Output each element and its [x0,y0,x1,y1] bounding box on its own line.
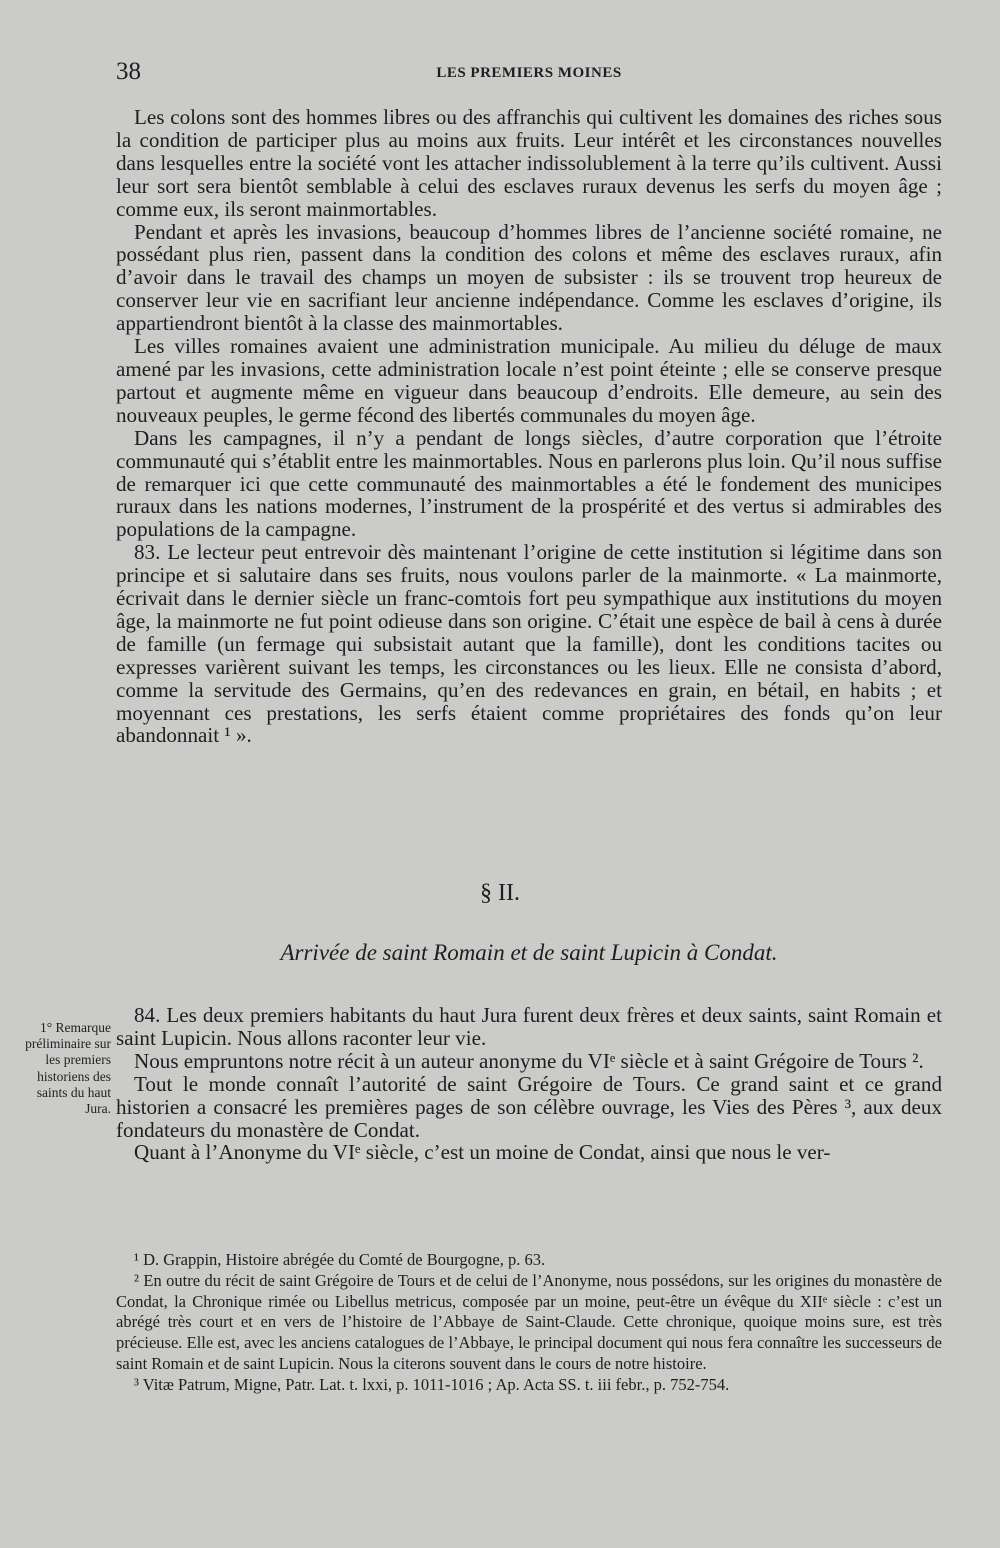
footnote-2: ² En outre du récit de saint Grégoire de Tours et de celui de l’Anonyme, nous possédons, sur les origines du monastère de Condat, la Chronique rimée ou Libellus metricus, composée par un moine, peut-être un évêque du XIIᵉ siècle : c’est un abrégé très court et en vers de l’histoire de l’Abbaye de Saint-Claude. Cette chronique, quoique moins sure, est très précieuse. Elle est, avec les anciens catalogues de l’Abbaye, le principal document qui nous fera connaître les successeurs de saint Romain et de saint Lupicin. Nous la citerons souvent dans le cours de notre histoire. [116,1270,942,1373]
main-text [116,106,942,747]
paragraph-anonyme: Quant à l’Anonyme du VIᵉ siècle, c’est un moine de Condat, ainsi que nous le ver- [134,1140,831,1165]
paragraph-villes: Les villes romaines avaient une administration municipale. Au milieu du déluge de maux amené par les invasions, cette administration locale n’est point éteinte ; elle se conserve presque partout et augmente même en vigueur dans beaucoup d’endroits. Elle demeure, au sein des nouveaux peuples, le germe fécond des libertés communales du moyen âge. [116,334,942,427]
paragraph-84: 84. Les deux premiers habitants du haut Jura furent deux frères et deux saints, saint Romain et saint Lupicin. Nous allons raconter leur vie. [116,1003,942,1050]
paragraph-gregoire: Tout le monde connaît l’autorité de saint Grégoire de Tours. Ce grand saint et ce grand historien a consacré les premières pages de son célèbre ouvrage, les Vies des Pères ³, aux deux fondateurs du monastère de Condat. [116,1071,942,1142]
paragraph-recit: Nous empruntons notre récit à un auteur anonyme du VIᵉ siècle et à saint Grégoire de Tours ². [134,1048,924,1073]
section-text [116,1004,942,1164]
page-header [116,58,942,88]
margin-note: 1° Remarque préliminaire sur les premiers historiens des saints du haut Jura. [25,1020,111,1117]
paragraph-campagnes: Dans les campagnes, il n’y a pendant de longs siècles, d’autre corporation que l’étroite communauté qui s’établit entre les mainmortables. Nous en parlerons plus loin. Qu’il nous suffise de remarquer ici que cette communauté des mainmortables a été le fondement des municipes ruraux dans les nations modernes, l’instrument de la prospérité et des vertus si admirables des populations de la campagne. [116,425,942,542]
section-title: Arrivée de saint Romain et de saint Lupicin à Condat. [280,940,778,965]
footnote-3: ³ Vitæ Patrum, Migne, Patr. Lat. t. lxxi, p. 1011-1016 ; Ap. Acta SS. t. iii febr., p. 752-754. [134,1374,730,1394]
footnote-1: ¹ D. Grappin, Histoire abrégée du Comté de Bourgogne, p. 63. [134,1250,546,1269]
page-number: 38 [116,58,141,85]
paragraph-colons: Les colons sont des hommes libres ou des affranchis qui cultivent les domaines des riches sous la condition de participer plus au moins aux fruits. Leur intérêt et les circonstances nouvelles dans lesquelles entre la société vont les attacher indissolublement à la terre qu’ils cultivent. Aussi leur sort sera bientôt semblable à celui des esclaves ruraux devenus les serfs du moyen âge ; comme eux, ils seront mainmortables. [116,105,942,221]
running-title: LES PREMIERS MOINES [436,65,622,81]
paragraph-83: 83. Le lecteur peut entrevoir dès maintenant l’origine de cette institution si légitime dans son principe et si salutaire dans ses fruits, nous voulons parler de la mainmorte. « La mainmorte, écrivait dans le dernier siècle un franc-comtois fort peu sympathique aux institutions du moyen âge, la mainmorte ne fut point odieuse dans son origine. C’était une espèce de bail à cens à durée de famille (un fermage qui subsistait autant que la famille), dont les conditions tacites ou expresses varièrent suivant les temps, les circonstances ou les lieux. Elle ne consista d’abord, comme la servitude des Germains, qu’en des redevances en grain, en bétail, en habits ; et moyennant ces prestations, les serfs étaient comme propriétaires des fonds qu’on leur abandonnait ¹ ». [116,540,942,748]
footnotes [116,1250,942,1396]
paragraph-invasions: Pendant et après les invasions, beaucoup d’hommes libres de l’ancienne société romaine, ne possédant plus rien, passent dans la condition des colons et même des esclaves ruraux, afin d’avoir dans le travail des champs un moyen de subsister : ils se trouvent trop heureux de conserver leur vie en sacrifiant leur ancienne indépendance. Comme les esclaves d’origine, ils appartiendront bientôt à la classe des mainmortables. [116,219,942,336]
section-mark: § II. [480,880,520,906]
